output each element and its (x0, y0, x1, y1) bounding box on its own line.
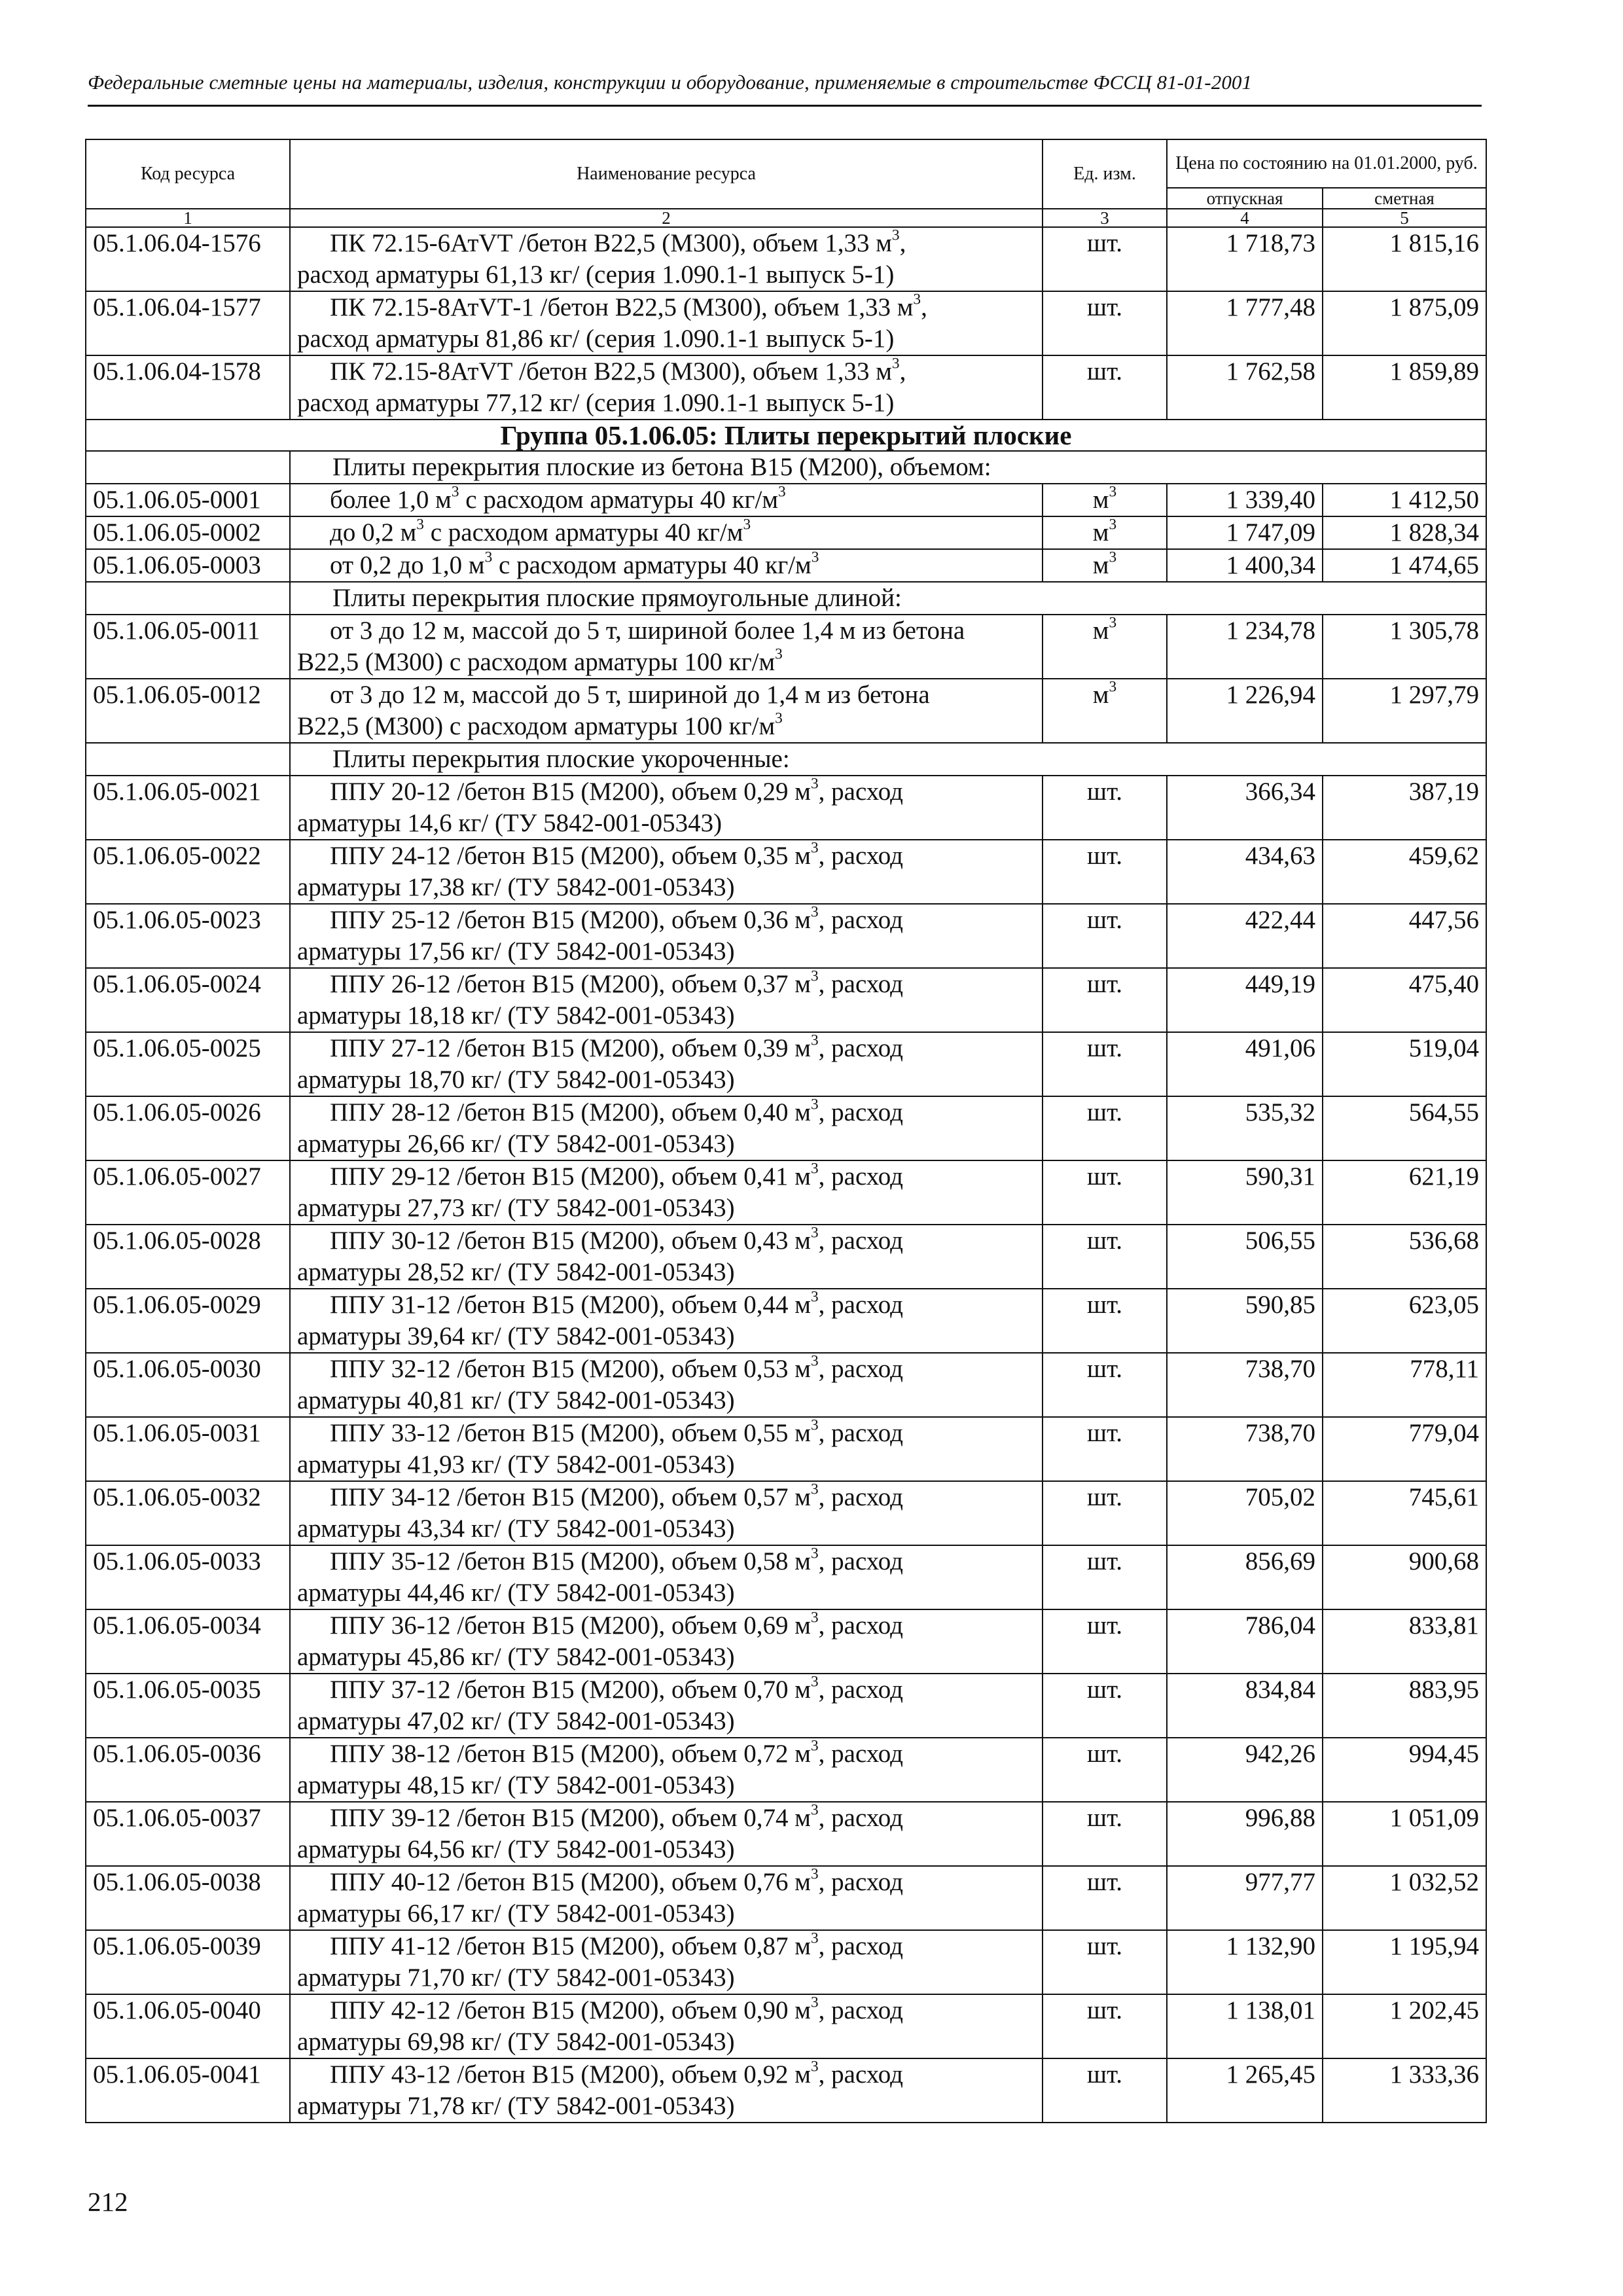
group-heading: Группа 05.1.06.05: Плиты перекрытий плоские (86, 420, 1486, 451)
estimate-price: 564,55 (1323, 1096, 1486, 1160)
estimate-price: 994,45 (1323, 1738, 1486, 1802)
release-price: 1 132,90 (1167, 1930, 1323, 1994)
table-row (86, 1417, 1486, 1481)
table-row (86, 227, 1486, 291)
estimate-price: 1 828,34 (1323, 516, 1486, 549)
release-price: 786,04 (1167, 1609, 1323, 1674)
table-row (86, 1289, 1486, 1353)
table-row (86, 615, 1486, 679)
resource-name (290, 1609, 1043, 1674)
unit-cell: шт. (1043, 1609, 1167, 1674)
resource-code: 05.1.06.05-0012 (86, 679, 290, 743)
resource-code: 05.1.06.05-0040 (86, 1994, 290, 2058)
release-price: 1 234,78 (1167, 615, 1323, 679)
release-price: 1 400,34 (1167, 549, 1323, 582)
column-header-release: отпускная (1167, 188, 1323, 209)
release-price: 590,31 (1167, 1160, 1323, 1225)
resource-name (290, 1866, 1043, 1930)
column-number: 4 (1167, 209, 1323, 227)
resource-name (290, 904, 1043, 968)
resource-name-line1: от 3 до 12 м, массой до 5 т, шириной более 1,4 м из бетона (330, 617, 965, 645)
table-row (86, 1930, 1486, 1994)
column-header-name: Наименование ресурса (290, 139, 1043, 209)
subgroup-row (86, 451, 1486, 484)
resource-name (290, 549, 1043, 582)
resource-name-line1: ППУ 24-12 /бетон В15 (М200), объем 0,35 $м^3$, расход (330, 839, 903, 870)
resource-name-line1: ППУ 38-12 /бетон В15 (М200), объем 0,72 $м^3$, расход (330, 1737, 903, 1768)
column-numbers-row (86, 209, 1486, 227)
unit-cell: шт. (1043, 904, 1167, 968)
resource-name (290, 679, 1043, 743)
table-row (86, 1481, 1486, 1545)
unit-cell: шт. (1043, 1160, 1167, 1225)
resource-name-line1: ППУ 42-12 /бетон В15 (М200), объем 0,90 $м^3$, расход (330, 1994, 903, 2024)
column-header-code: Код ресурса (86, 139, 290, 209)
resource-name (290, 355, 1043, 420)
release-price: 834,84 (1167, 1674, 1323, 1738)
resource-code: 05.1.06.05-0027 (86, 1160, 290, 1225)
unit-cell: шт. (1043, 1738, 1167, 1802)
resource-name (290, 1096, 1043, 1160)
resource-code: 05.1.06.05-0039 (86, 1930, 290, 1994)
unit-cell: $м^3$ (1043, 679, 1167, 743)
resource-name-line2: арматуры 14,6 кг/ (ТУ 5842-001-05343) (297, 809, 722, 837)
resource-name-line1: ППУ 29-12 /бетон В15 (М200), объем 0,41 $м^3$, расход (330, 1160, 903, 1191)
resource-name (290, 1674, 1043, 1738)
table-row (86, 904, 1486, 968)
estimate-price: 1 333,36 (1323, 2058, 1486, 2123)
resource-name-line1: ППУ 36-12 /бетон В15 (М200), объем 0,69 $м^3$, расход (330, 1609, 903, 1640)
resource-code: 05.1.06.04-1577 (86, 291, 290, 355)
unit-cell: $м^3$ (1043, 615, 1167, 679)
resource-name-line2: В22,5 (М300) с расходом арматуры 100 $кг/м^3$ (297, 645, 783, 676)
resource-name-line1: ППУ 33-12 /бетон В15 (М200), объем 0,55 $м^3$, расход (330, 1416, 903, 1447)
resource-name-line2: арматуры 39,64 кг/ (ТУ 5842-001-05343) (297, 1322, 735, 1350)
resource-name-line1: от 0,2 до 1,0 $м^3$ с расходом арматуры 40 $кг/м^3$ (330, 548, 819, 579)
resource-code: 05.1.06.05-0003 (86, 549, 290, 582)
resource-name-line2: арматуры 40,81 кг/ (ТУ 5842-001-05343) (297, 1386, 735, 1414)
resource-name-line2: арматуры 28,52 кг/ (ТУ 5842-001-05343) (297, 1258, 735, 1286)
resource-code: 05.1.06.05-0035 (86, 1674, 290, 1738)
resource-code: 05.1.06.05-0024 (86, 968, 290, 1032)
resource-name-line1: ППУ 40-12 /бетон В15 (М200), объем 0,76 $м^3$, расход (330, 1865, 903, 1896)
estimate-price: 778,11 (1323, 1353, 1486, 1417)
resource-name-line2: арматуры 43,34 кг/ (ТУ 5842-001-05343) (297, 1515, 735, 1543)
header-rule (88, 105, 1482, 107)
resource-name-line2: арматуры 18,18 кг/ (ТУ 5842-001-05343) (297, 1001, 735, 1030)
unit-cell: шт. (1043, 2058, 1167, 2123)
unit-cell: шт. (1043, 1866, 1167, 1930)
table-body (86, 227, 1486, 2123)
resource-name-line1: ППУ 28-12 /бетон В15 (М200), объем 0,40 $м^3$, расход (330, 1096, 903, 1126)
table-row (86, 968, 1486, 1032)
resource-name-line1: ППУ 30-12 /бетон В15 (М200), объем 0,43 $м^3$, расход (330, 1224, 903, 1255)
subgroup-heading: Плиты перекрытия плоские из бетона В15 (М200), объемом: (290, 451, 1486, 484)
column-number: 3 (1043, 209, 1167, 227)
estimate-price: 1 875,09 (1323, 291, 1486, 355)
estimate-price: 779,04 (1323, 1417, 1486, 1481)
resource-name (290, 227, 1043, 291)
column-header-price: Цена по состоянию на 01.01.2000, руб. (1167, 139, 1486, 188)
unit-cell: $м^3$ (1043, 484, 1167, 516)
estimate-price: 475,40 (1323, 968, 1486, 1032)
estimate-price: 1 474,65 (1323, 549, 1486, 582)
resource-code: 05.1.06.05-0021 (86, 776, 290, 840)
resource-code: 05.1.06.05-0026 (86, 1096, 290, 1160)
resource-name-line1: ППУ 43-12 /бетон В15 (М200), объем 0,92 $м^3$, расход (330, 2058, 903, 2089)
resource-name-line2: арматуры 17,38 кг/ (ТУ 5842-001-05343) (297, 873, 735, 901)
resource-name-line1: ППУ 26-12 /бетон В15 (М200), объем 0,37 $м^3$, расход (330, 967, 903, 998)
unit-cell: шт. (1043, 1032, 1167, 1096)
release-price: 1 762,58 (1167, 355, 1323, 420)
resource-name-line1: ППУ 20-12 /бетон В15 (М200), объем 0,29 $м^3$, расход (330, 775, 903, 806)
table-row (86, 1738, 1486, 1802)
table-row (86, 1994, 1486, 2058)
subgroup-row (86, 743, 1486, 776)
resource-name-line2: арматуры 69,98 кг/ (ТУ 5842-001-05343) (297, 2028, 735, 2056)
table-row (86, 484, 1486, 516)
resource-name (290, 840, 1043, 904)
resource-name-line1: ППУ 27-12 /бетон В15 (М200), объем 0,39 $м^3$, расход (330, 1031, 903, 1062)
estimate-price: 536,68 (1323, 1225, 1486, 1289)
running-header: Федеральные сметные цены на материалы, изделия, конструкции и оборудование, применяемые в строительстве ФССЦ 81-01-2001 (88, 71, 1253, 94)
unit-cell: шт. (1043, 1481, 1167, 1545)
estimate-price: 1 032,52 (1323, 1866, 1486, 1930)
resource-name-line1: ПК 72.15-8АтVТ-1 /бетон В22,5 (М300), объем 1,33 $м^3$, (330, 291, 927, 321)
resource-name-line1: ПК 72.15-8АтVТ /бетон В22,5 (М300), объем 1,33 $м^3$, (330, 355, 906, 386)
estimate-price: 745,61 (1323, 1481, 1486, 1545)
table-row (86, 516, 1486, 549)
resource-code: 05.1.06.05-0034 (86, 1609, 290, 1674)
estimate-price: 883,95 (1323, 1674, 1486, 1738)
release-price: 996,88 (1167, 1802, 1323, 1866)
resource-name (290, 968, 1043, 1032)
resource-name-line2: расход арматуры 81,86 кг/ (серия 1.090.1-1 выпуск 5-1) (297, 325, 895, 353)
unit-cell: $м^3$ (1043, 516, 1167, 549)
resource-name (290, 1289, 1043, 1353)
estimate-price: 621,19 (1323, 1160, 1486, 1225)
release-price: 977,77 (1167, 1866, 1323, 1930)
unit-cell: шт. (1043, 840, 1167, 904)
subgroup-row (86, 582, 1486, 615)
unit-cell: шт. (1043, 291, 1167, 355)
estimate-price: 1 815,16 (1323, 227, 1486, 291)
unit-cell: шт. (1043, 1417, 1167, 1481)
estimate-price: 1 051,09 (1323, 1802, 1486, 1866)
unit-cell: шт. (1043, 355, 1167, 420)
resource-code: 05.1.06.05-0029 (86, 1289, 290, 1353)
table-row (86, 1353, 1486, 1417)
resource-code: 05.1.06.05-0031 (86, 1417, 290, 1481)
release-price: 738,70 (1167, 1417, 1323, 1481)
unit-cell: шт. (1043, 1545, 1167, 1609)
resource-name-line1: до 0,2 $м^3$ с расходом арматуры 40 $кг/м^3$ (330, 516, 751, 547)
resource-code: 05.1.06.05-0011 (86, 615, 290, 679)
resource-name (290, 1032, 1043, 1096)
unit-cell: шт. (1043, 968, 1167, 1032)
table-row (86, 355, 1486, 420)
estimate-price: 459,62 (1323, 840, 1486, 904)
resource-name (290, 1160, 1043, 1225)
resource-name-line1: ППУ 39-12 /бетон В15 (М200), объем 0,74 $м^3$, расход (330, 1801, 903, 1832)
resource-name-line1: ППУ 34-12 /бетон В15 (М200), объем 0,57 $м^3$, расход (330, 1480, 903, 1511)
estimate-price: 1 195,94 (1323, 1930, 1486, 1994)
release-price: 491,06 (1167, 1032, 1323, 1096)
resource-name-line1: ППУ 41-12 /бетон В15 (М200), объем 0,87 $м^3$, расход (330, 1929, 903, 1960)
table-row (86, 1802, 1486, 1866)
estimate-price: 900,68 (1323, 1545, 1486, 1609)
unit-cell: шт. (1043, 776, 1167, 840)
price-table (85, 139, 1487, 2123)
resource-code: 05.1.06.05-0038 (86, 1866, 290, 1930)
resource-name (290, 1353, 1043, 1417)
resource-name-line2: арматуры 26,66 кг/ (ТУ 5842-001-05343) (297, 1130, 735, 1158)
table-row (86, 549, 1486, 582)
resource-code: 05.1.06.05-0036 (86, 1738, 290, 1802)
unit-cell: шт. (1043, 1674, 1167, 1738)
resource-name (290, 2058, 1043, 2123)
resource-code: 05.1.06.04-1578 (86, 355, 290, 420)
release-price: 1 777,48 (1167, 291, 1323, 355)
empty-cell (86, 743, 290, 776)
estimate-price: 833,81 (1323, 1609, 1486, 1674)
column-number: 1 (86, 209, 290, 227)
unit-cell: шт. (1043, 1225, 1167, 1289)
unit-cell: шт. (1043, 1096, 1167, 1160)
unit-cell: $м^3$ (1043, 549, 1167, 582)
release-price: 1 718,73 (1167, 227, 1323, 291)
resource-name-line2: арматуры 71,70 кг/ (ТУ 5842-001-05343) (297, 1964, 735, 1992)
release-price: 1 138,01 (1167, 1994, 1323, 2058)
release-price: 366,34 (1167, 776, 1323, 840)
table-row (86, 679, 1486, 743)
resource-name-line2: арматуры 66,17 кг/ (ТУ 5842-001-05343) (297, 1899, 735, 1928)
table-row (86, 1032, 1486, 1096)
release-price: 942,26 (1167, 1738, 1323, 1802)
resource-name (290, 776, 1043, 840)
resource-name-line1: ППУ 37-12 /бетон В15 (М200), объем 0,70 $м^3$, расход (330, 1673, 903, 1704)
resource-code: 05.1.06.05-0041 (86, 2058, 290, 2123)
column-number: 2 (290, 209, 1043, 227)
resource-name (290, 1738, 1043, 1802)
estimate-price: 1 859,89 (1323, 355, 1486, 420)
group-heading-row (86, 420, 1486, 451)
empty-cell (86, 451, 290, 484)
resource-code: 05.1.06.05-0037 (86, 1802, 290, 1866)
table-row (86, 1609, 1486, 1674)
resource-name-line2: арматуры 44,46 кг/ (ТУ 5842-001-05343) (297, 1579, 735, 1607)
resource-name (290, 615, 1043, 679)
estimate-price: 1 297,79 (1323, 679, 1486, 743)
resource-name-line1: более 1,0 $м^3$ с расходом арматуры 40 $кг/м^3$ (330, 483, 786, 514)
resource-name-line2: В22,5 (М300) с расходом арматуры 100 $кг/м^3$ (297, 709, 783, 740)
resource-name-line2: арматуры 47,02 кг/ (ТУ 5842-001-05343) (297, 1707, 735, 1735)
subgroup-heading: Плиты перекрытия плоские прямоугольные длиной: (290, 582, 1486, 615)
release-price: 590,85 (1167, 1289, 1323, 1353)
resource-name (290, 291, 1043, 355)
resource-name-line2: арматуры 18,70 кг/ (ТУ 5842-001-05343) (297, 1066, 735, 1094)
resource-name (290, 1994, 1043, 2058)
table-row (86, 1545, 1486, 1609)
estimate-price: 387,19 (1323, 776, 1486, 840)
unit-cell: шт. (1043, 227, 1167, 291)
resource-name (290, 516, 1043, 549)
unit-cell: шт. (1043, 1930, 1167, 1994)
resource-name-line2: арматуры 71,78 кг/ (ТУ 5842-001-05343) (297, 2092, 735, 2120)
release-price: 738,70 (1167, 1353, 1323, 1417)
resource-name-line1: ППУ 25-12 /бетон В15 (М200), объем 0,36 $м^3$, расход (330, 903, 903, 934)
resource-name-line2: расход арматуры 61,13 кг/ (серия 1.090.1-1 выпуск 5-1) (297, 260, 895, 289)
resource-name-line1: от 3 до 12 м, массой до 5 т, шириной до 1,4 м из бетона (330, 681, 930, 709)
estimate-price: 623,05 (1323, 1289, 1486, 1353)
resource-code: 05.1.06.05-0001 (86, 484, 290, 516)
resource-code: 05.1.06.05-0030 (86, 1353, 290, 1417)
empty-cell (86, 582, 290, 615)
resource-code: 05.1.06.05-0032 (86, 1481, 290, 1545)
resource-name-line2: арматуры 45,86 кг/ (ТУ 5842-001-05343) (297, 1643, 735, 1671)
column-header-estimate: сметная (1323, 188, 1486, 209)
estimate-price: 1 305,78 (1323, 615, 1486, 679)
estimate-price: 1 202,45 (1323, 1994, 1486, 2058)
table-row (86, 840, 1486, 904)
resource-code: 05.1.06.05-0002 (86, 516, 290, 549)
resource-code: 05.1.06.05-0033 (86, 1545, 290, 1609)
table-row (86, 1225, 1486, 1289)
resource-name-line2: арматуры 48,15 кг/ (ТУ 5842-001-05343) (297, 1771, 735, 1799)
estimate-price: 447,56 (1323, 904, 1486, 968)
release-price: 856,69 (1167, 1545, 1323, 1609)
release-price: 1 339,40 (1167, 484, 1323, 516)
resource-name-line1: ПК 72.15-6АтVТ /бетон В22,5 (М300), объем 1,33 $м^3$, (330, 226, 906, 257)
resource-code: 05.1.06.05-0025 (86, 1032, 290, 1096)
resource-name (290, 1930, 1043, 1994)
release-price: 1 226,94 (1167, 679, 1323, 743)
table-row (86, 291, 1486, 355)
resource-name-line1: ППУ 32-12 /бетон В15 (М200), объем 0,53 $м^3$, расход (330, 1352, 903, 1383)
table-row (86, 1096, 1486, 1160)
estimate-price: 1 412,50 (1323, 484, 1486, 516)
estimate-price: 519,04 (1323, 1032, 1486, 1096)
release-price: 434,63 (1167, 840, 1323, 904)
table-row (86, 1160, 1486, 1225)
resource-code: 05.1.06.05-0028 (86, 1225, 290, 1289)
release-price: 422,44 (1167, 904, 1323, 968)
resource-name (290, 1417, 1043, 1481)
column-header-unit: Ед. изм. (1043, 139, 1167, 209)
release-price: 449,19 (1167, 968, 1323, 1032)
resource-name-line2: расход арматуры 77,12 кг/ (серия 1.090.1-1 выпуск 5-1) (297, 389, 895, 417)
resource-name (290, 1225, 1043, 1289)
table-row (86, 1674, 1486, 1738)
unit-cell: шт. (1043, 1802, 1167, 1866)
table-row (86, 2058, 1486, 2123)
resource-name-line2: арматуры 17,56 кг/ (ТУ 5842-001-05343) (297, 937, 735, 965)
resource-name (290, 1545, 1043, 1609)
release-price: 535,32 (1167, 1096, 1323, 1160)
resource-name (290, 484, 1043, 516)
resource-name-line1: ППУ 31-12 /бетон В15 (М200), объем 0,44 $м^3$, расход (330, 1288, 903, 1319)
release-price: 1 747,09 (1167, 516, 1323, 549)
unit-cell: шт. (1043, 1994, 1167, 2058)
resource-code: 05.1.06.05-0023 (86, 904, 290, 968)
unit-cell: шт. (1043, 1289, 1167, 1353)
resource-name (290, 1802, 1043, 1866)
resource-name-line2: арматуры 27,73 кг/ (ТУ 5842-001-05343) (297, 1194, 735, 1222)
table-row (86, 1866, 1486, 1930)
table-row (86, 776, 1486, 840)
resource-name-line2: арматуры 41,93 кг/ (ТУ 5842-001-05343) (297, 1450, 735, 1479)
resource-code: 05.1.06.04-1576 (86, 227, 290, 291)
resource-name-line1: ППУ 35-12 /бетон В15 (М200), объем 0,58 $м^3$, расход (330, 1545, 903, 1575)
page-number: 212 (88, 2187, 128, 2217)
release-price: 506,55 (1167, 1225, 1323, 1289)
resource-code: 05.1.06.05-0022 (86, 840, 290, 904)
release-price: 1 265,45 (1167, 2058, 1323, 2123)
column-number: 5 (1323, 209, 1486, 227)
resource-name (290, 1481, 1043, 1545)
release-price: 705,02 (1167, 1481, 1323, 1545)
unit-cell: шт. (1043, 1353, 1167, 1417)
subgroup-heading: Плиты перекрытия плоские укороченные: (290, 743, 1486, 776)
resource-name-line2: арматуры 64,56 кг/ (ТУ 5842-001-05343) (297, 1835, 735, 1863)
